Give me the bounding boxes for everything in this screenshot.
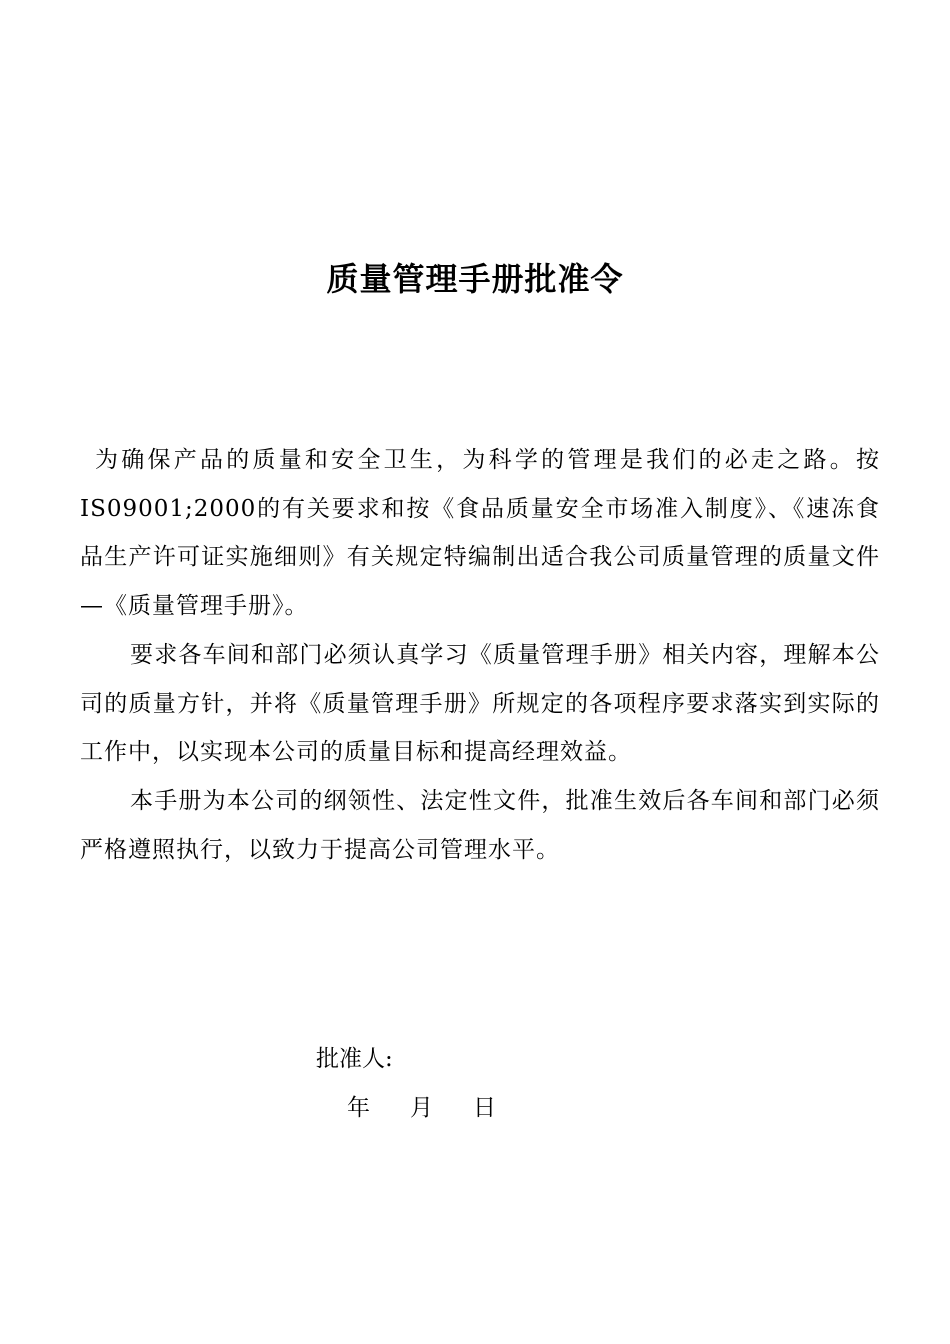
date-year: 年 [347, 1095, 370, 1121]
document-body [80, 436, 880, 874]
paragraph-purpose: 为确保产品的质量和安全卫生，为科学的管理是我们的必走之路。按IS09001;2000的有关要求和按《食品质量安全市场准入制度》、《速冻食品生产许可证实施细则》有关规定特编制出适合我公司质量管理的质量文件—《质量管理手册》。 [80, 447, 880, 620]
approval-date [347, 1084, 496, 1132]
document-title: 质量管理手册批准令 [326, 260, 624, 298]
paragraph-requirements: 要求各车间和部门必须认真学习《质量管理手册》相关内容，理解本公司的质量方针，并将《质量管理手册》所规定的各项程序要求落实到实际的工作中，以实现本公司的质量目标和提高经理效益。 [80, 641, 880, 766]
approver-label: 批准人: [316, 1046, 393, 1072]
paragraph-authority: 本手册为本公司的纲领性、法定性文件，批准生效后各车间和部门必须严格遵照执行，以致力于提高公司管理水平。 [80, 787, 880, 863]
date-month: 月 [410, 1095, 433, 1121]
date-day: 日 [473, 1095, 496, 1121]
